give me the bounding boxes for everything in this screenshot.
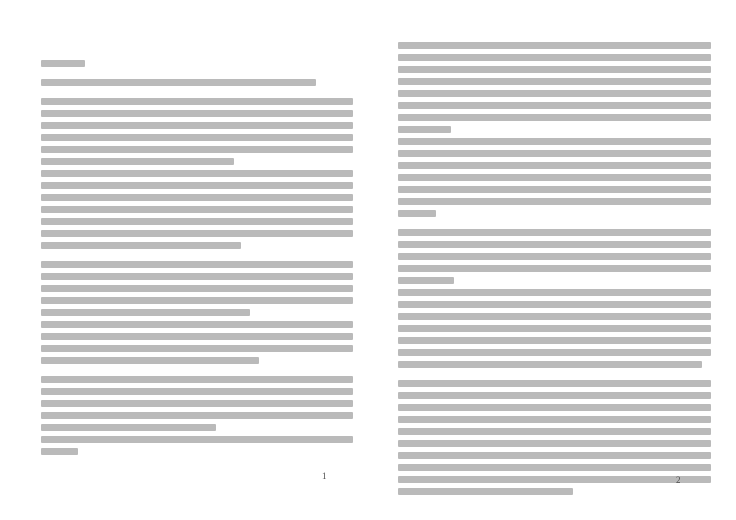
redacted-text-line [41, 182, 353, 189]
redacted-paragraph [41, 436, 353, 455]
redacted-text-line [398, 404, 711, 411]
redacted-text-line [41, 158, 234, 165]
redacted-text-line [398, 452, 711, 459]
redacted-text-line [41, 110, 353, 117]
redacted-text-line [398, 54, 711, 61]
redacted-paragraph [41, 98, 353, 165]
redacted-text-line [398, 66, 711, 73]
redacted-text-line [398, 392, 711, 399]
redacted-text-line [41, 122, 353, 129]
redacted-text-line [41, 357, 259, 364]
redacted-text-line [41, 194, 353, 201]
redacted-paragraph [41, 170, 353, 249]
redacted-text-line [41, 230, 353, 237]
redacted-paragraph [41, 261, 353, 316]
redacted-paragraph [41, 321, 353, 364]
redacted-text-line [398, 126, 451, 133]
redacted-text-line [41, 412, 353, 419]
redacted-text-line [398, 162, 711, 169]
redacted-paragraph [398, 289, 711, 368]
redacted-text-line [41, 261, 353, 268]
redacted-text-line [41, 400, 353, 407]
redacted-text-line [398, 289, 711, 296]
redacted-text-line [398, 428, 711, 435]
redacted-text-line [398, 198, 711, 205]
redacted-text-line [398, 313, 711, 320]
redacted-text-line [41, 79, 316, 86]
redacted-text-line [398, 150, 711, 157]
redacted-paragraph [398, 229, 711, 284]
redacted-text-line [398, 337, 711, 344]
redacted-text-line [41, 345, 353, 352]
redacted-text-line [398, 174, 711, 181]
redacted-text-line [398, 380, 711, 387]
redacted-text-line [41, 424, 216, 431]
redacted-text-line [398, 349, 711, 356]
redacted-text-line [398, 476, 711, 483]
redacted-text-line [41, 218, 353, 225]
redacted-text-line [398, 186, 711, 193]
redacted-text-line [398, 138, 711, 145]
redacted-paragraph [398, 42, 711, 133]
redacted-text-line [41, 436, 353, 443]
redacted-text-line [398, 102, 711, 109]
redacted-text-line [398, 325, 711, 332]
page-1 [41, 60, 353, 460]
redacted-text-line [41, 60, 85, 67]
redacted-text-line [41, 388, 353, 395]
redacted-text-line [398, 416, 711, 423]
redacted-paragraph [398, 138, 711, 217]
redacted-text-line [398, 277, 454, 284]
redacted-text-line [398, 42, 711, 49]
redacted-text-line [41, 309, 250, 316]
redacted-text-line [398, 361, 702, 368]
redacted-text-line [398, 90, 711, 97]
page-number-1: 1 [322, 471, 327, 481]
redacted-text-line [41, 242, 241, 249]
redacted-text-line [41, 206, 353, 213]
redacted-paragraph [41, 79, 353, 86]
redacted-text-line [398, 78, 711, 85]
redacted-text-line [41, 98, 353, 105]
redacted-text-line [41, 273, 353, 280]
page-2 [398, 42, 711, 500]
redacted-text-line [41, 333, 353, 340]
redacted-paragraph [41, 376, 353, 431]
redacted-text-line [41, 170, 353, 177]
redacted-text-line [41, 285, 353, 292]
redacted-text-line [398, 440, 711, 447]
redacted-text-line [41, 134, 353, 141]
redacted-text-line [41, 297, 353, 304]
redacted-text-line [398, 229, 711, 236]
redacted-text-line [41, 321, 353, 328]
redacted-text-line [398, 265, 711, 272]
redacted-text-line [41, 146, 353, 153]
redacted-text-line [398, 114, 711, 121]
redacted-text-line [41, 376, 353, 383]
redacted-text-line [398, 464, 711, 471]
redacted-text-line [398, 488, 573, 495]
redacted-text-line [398, 301, 711, 308]
page-number-2: 2 [676, 475, 681, 485]
redacted-text-line [398, 253, 711, 260]
redacted-text-line [398, 210, 436, 217]
redacted-paragraph [398, 380, 711, 495]
redacted-text-line [398, 241, 711, 248]
redacted-text-line [41, 448, 78, 455]
redacted-paragraph [41, 60, 353, 67]
